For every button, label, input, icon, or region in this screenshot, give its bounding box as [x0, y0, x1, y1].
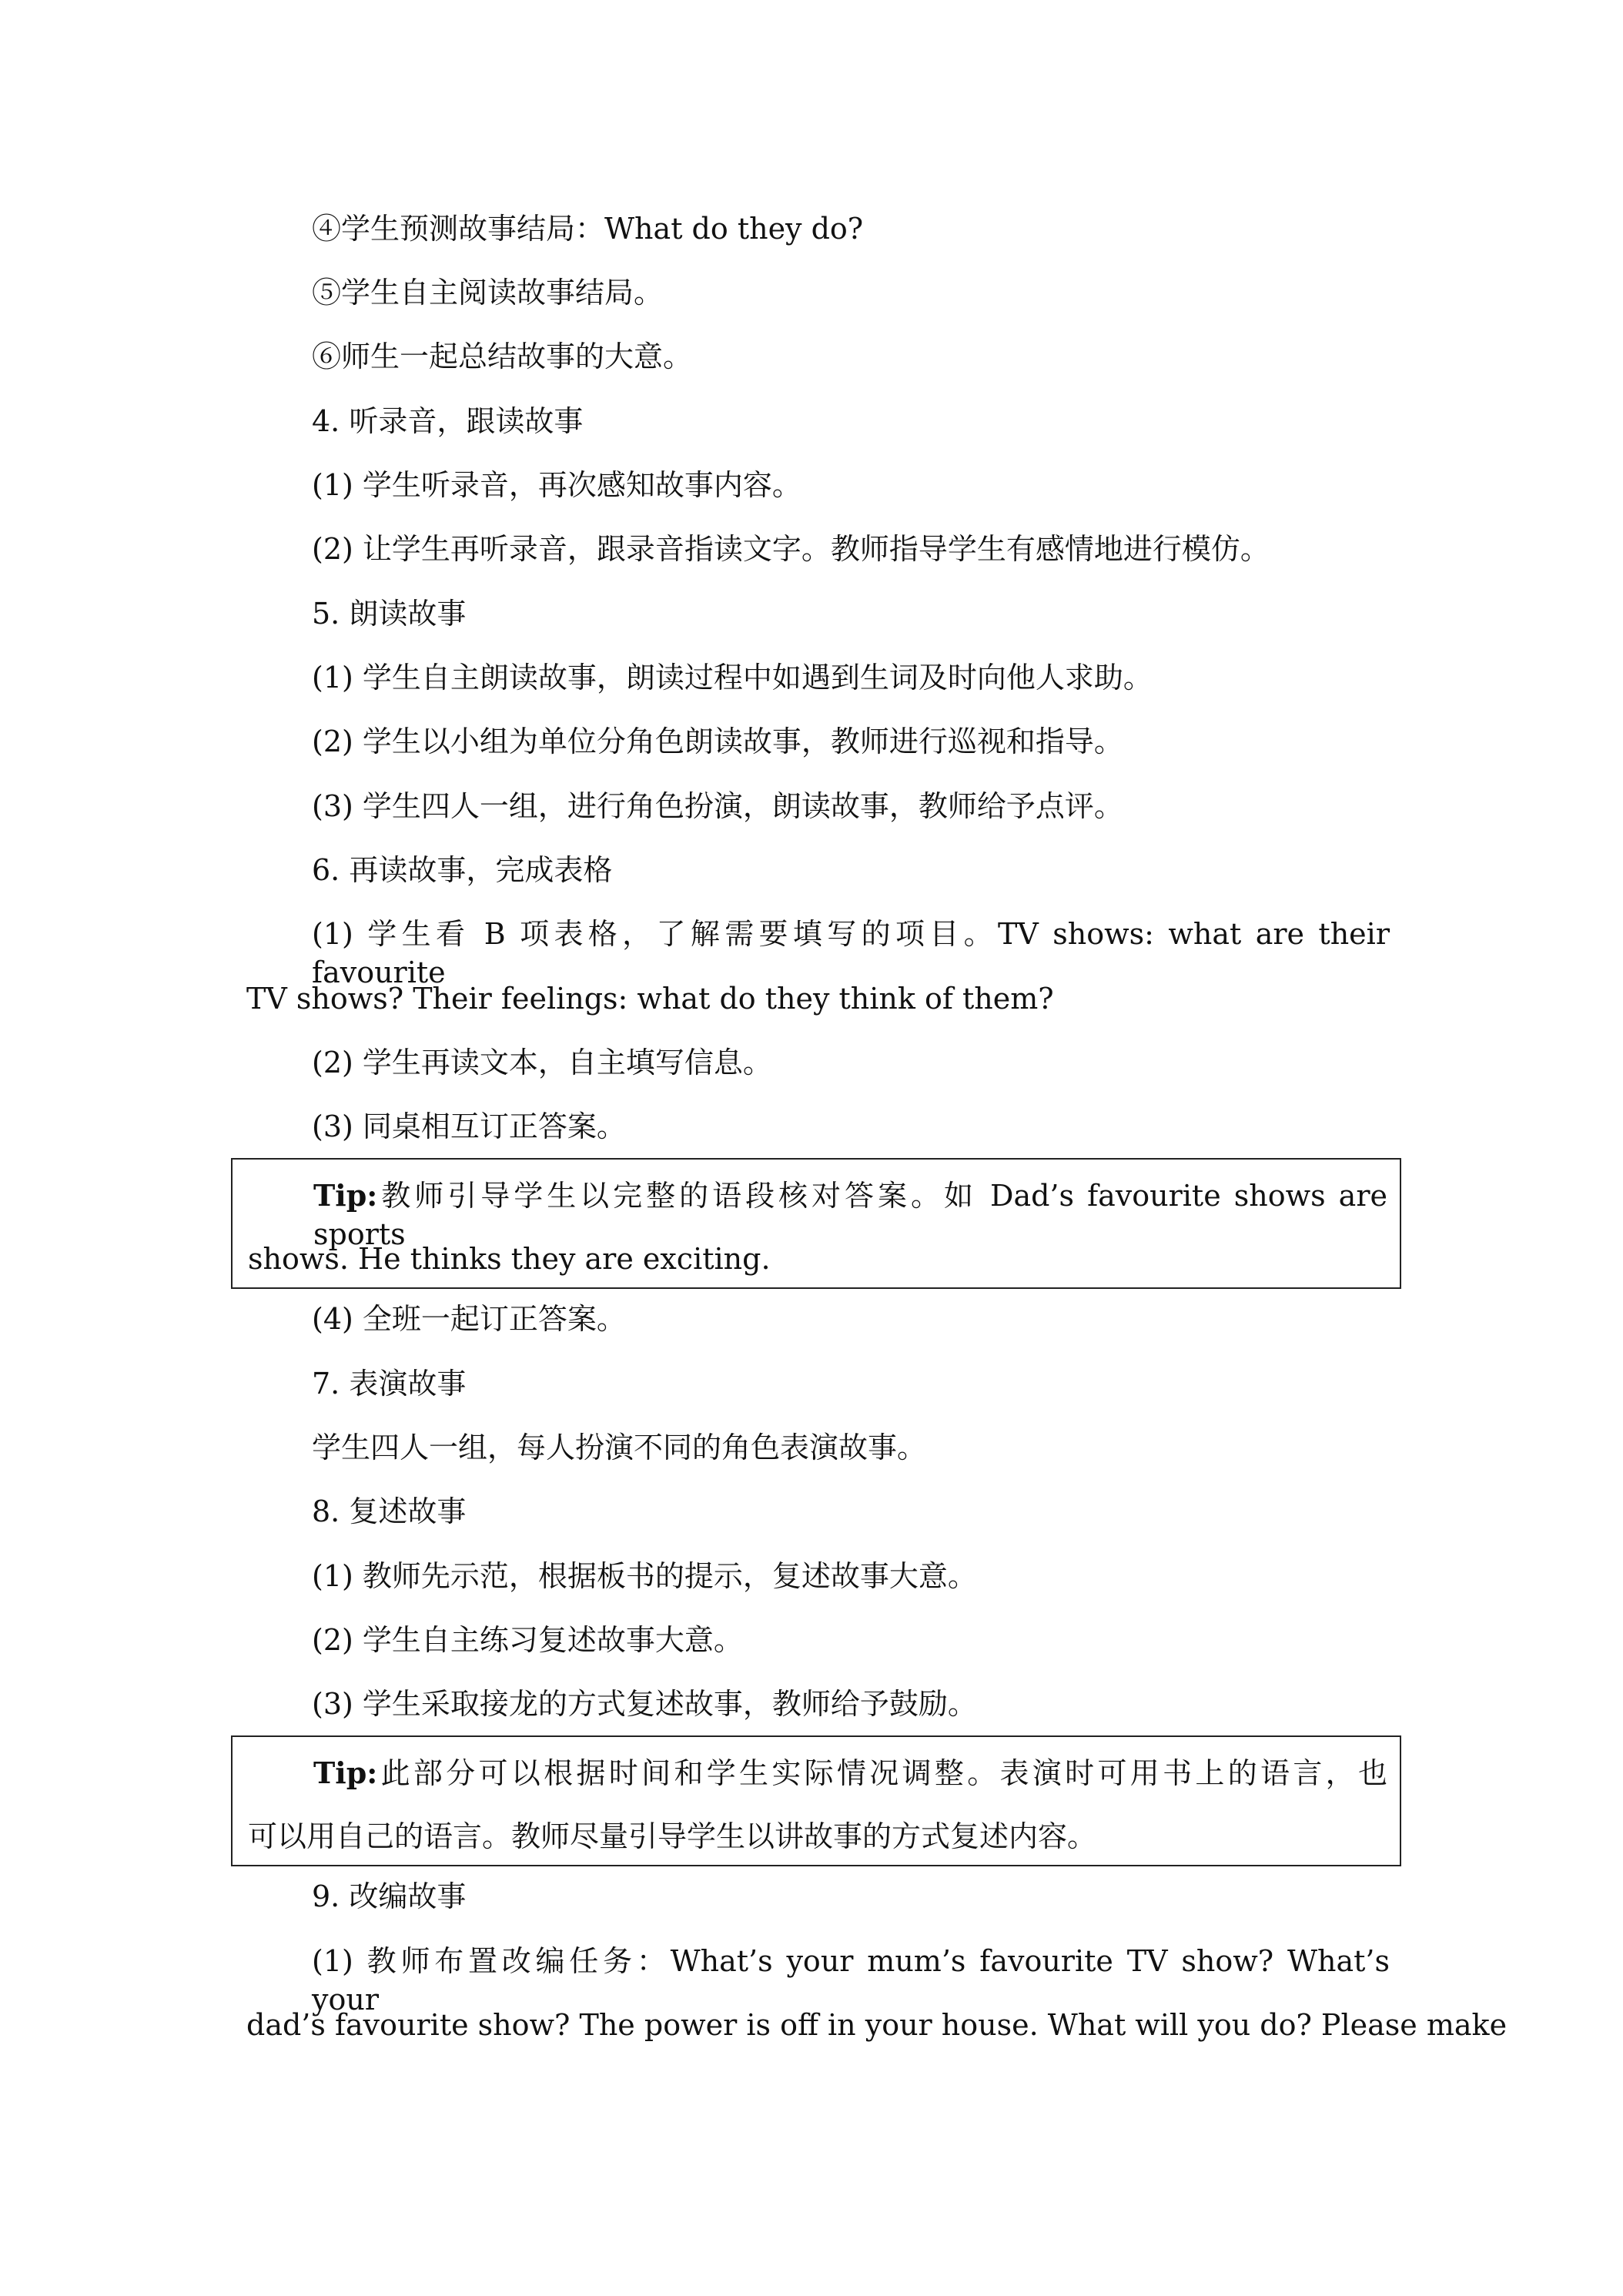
- list-item: (1) 教师布置改编任务：What’s your mum’s favourite TV show? What’s your: [312, 1944, 1390, 2017]
- tip-body: 教师引导学生以完整的语段核对答案。如 Dad’s favourite shows are sports: [313, 1179, 1387, 1251]
- list-item: (2) 学生再读文本，自主填写信息。: [312, 1046, 772, 1079]
- section-heading-perform: 7. 表演故事: [312, 1367, 467, 1401]
- step-predict-ending: ④学生预测故事结局：What do they do?: [312, 212, 864, 246]
- list-item: (1) 学生听录音，再次感知故事内容。: [312, 468, 801, 502]
- list-item: (3) 学生四人一组，进行角色扮演，朗读故事，教师给予点评。: [312, 789, 1123, 823]
- tip-label: Tip:: [313, 1755, 378, 1790]
- list-item: (3) 学生采取接龙的方式复述故事，教师给予鼓励。: [312, 1687, 977, 1721]
- paragraph: 学生四人一组，每人扮演不同的角色表演故事。: [312, 1431, 927, 1464]
- list-item: (3) 同桌相互订正答案。: [312, 1110, 626, 1143]
- list-item: (1) 教师先示范，根据板书的提示，复述故事大意。: [312, 1559, 977, 1593]
- tip-text-continuation: shows. He thinks they are exciting.: [248, 1242, 771, 1276]
- list-item: (1) 学生看 B 项表格，了解需要填写的项目。TV shows: what are their favourite: [312, 917, 1390, 989]
- section-heading-reread: 6. 再读故事，完成表格: [312, 853, 613, 887]
- list-item: (1) 学生自主朗读故事，朗读过程中如遇到生词及时向他人求助。: [312, 661, 1153, 694]
- step-read-ending: ⑤学生自主阅读故事结局。: [312, 276, 664, 310]
- step-summarize: ⑥师生一起总结故事的大意。: [312, 340, 693, 373]
- list-item-continuation: TV shows? Their feelings: what do they think of them?: [246, 982, 1054, 1016]
- section-heading-read-aloud: 5. 朗读故事: [312, 597, 467, 631]
- list-item: (4) 全班一起订正答案。: [312, 1302, 626, 1336]
- list-item: (2) 学生自主练习复述故事大意。: [312, 1623, 743, 1657]
- section-heading-retell: 8. 复述故事: [312, 1494, 467, 1528]
- section-heading-adapt: 9. 改编故事: [312, 1879, 467, 1913]
- tip-text: [313, 1754, 1387, 1792]
- section-heading-listen: 4. 听录音，跟读故事: [312, 404, 584, 438]
- tip-box: [231, 1735, 1401, 1866]
- list-item: (2) 学生以小组为单位分角色朗读故事，教师进行巡视和指导。: [312, 725, 1123, 758]
- tip-label: Tip:: [313, 1178, 378, 1213]
- tip-text-continuation: 可以用自己的语言。教师尽量引导学生以讲故事的方式复述内容。: [248, 1819, 1097, 1853]
- list-item-continuation: dad’s favourite show? The power is off in your house. What will you do? Please make: [246, 2008, 1508, 2042]
- tip-box: [231, 1158, 1401, 1289]
- tip-body: 此部分可以根据时间和学生实际情况调整。表演时可用书上的语言，也: [377, 1756, 1387, 1790]
- list-item: (2) 让学生再听录音，跟录音指读文字。教师指导学生有感情地进行模仿。: [312, 532, 1270, 566]
